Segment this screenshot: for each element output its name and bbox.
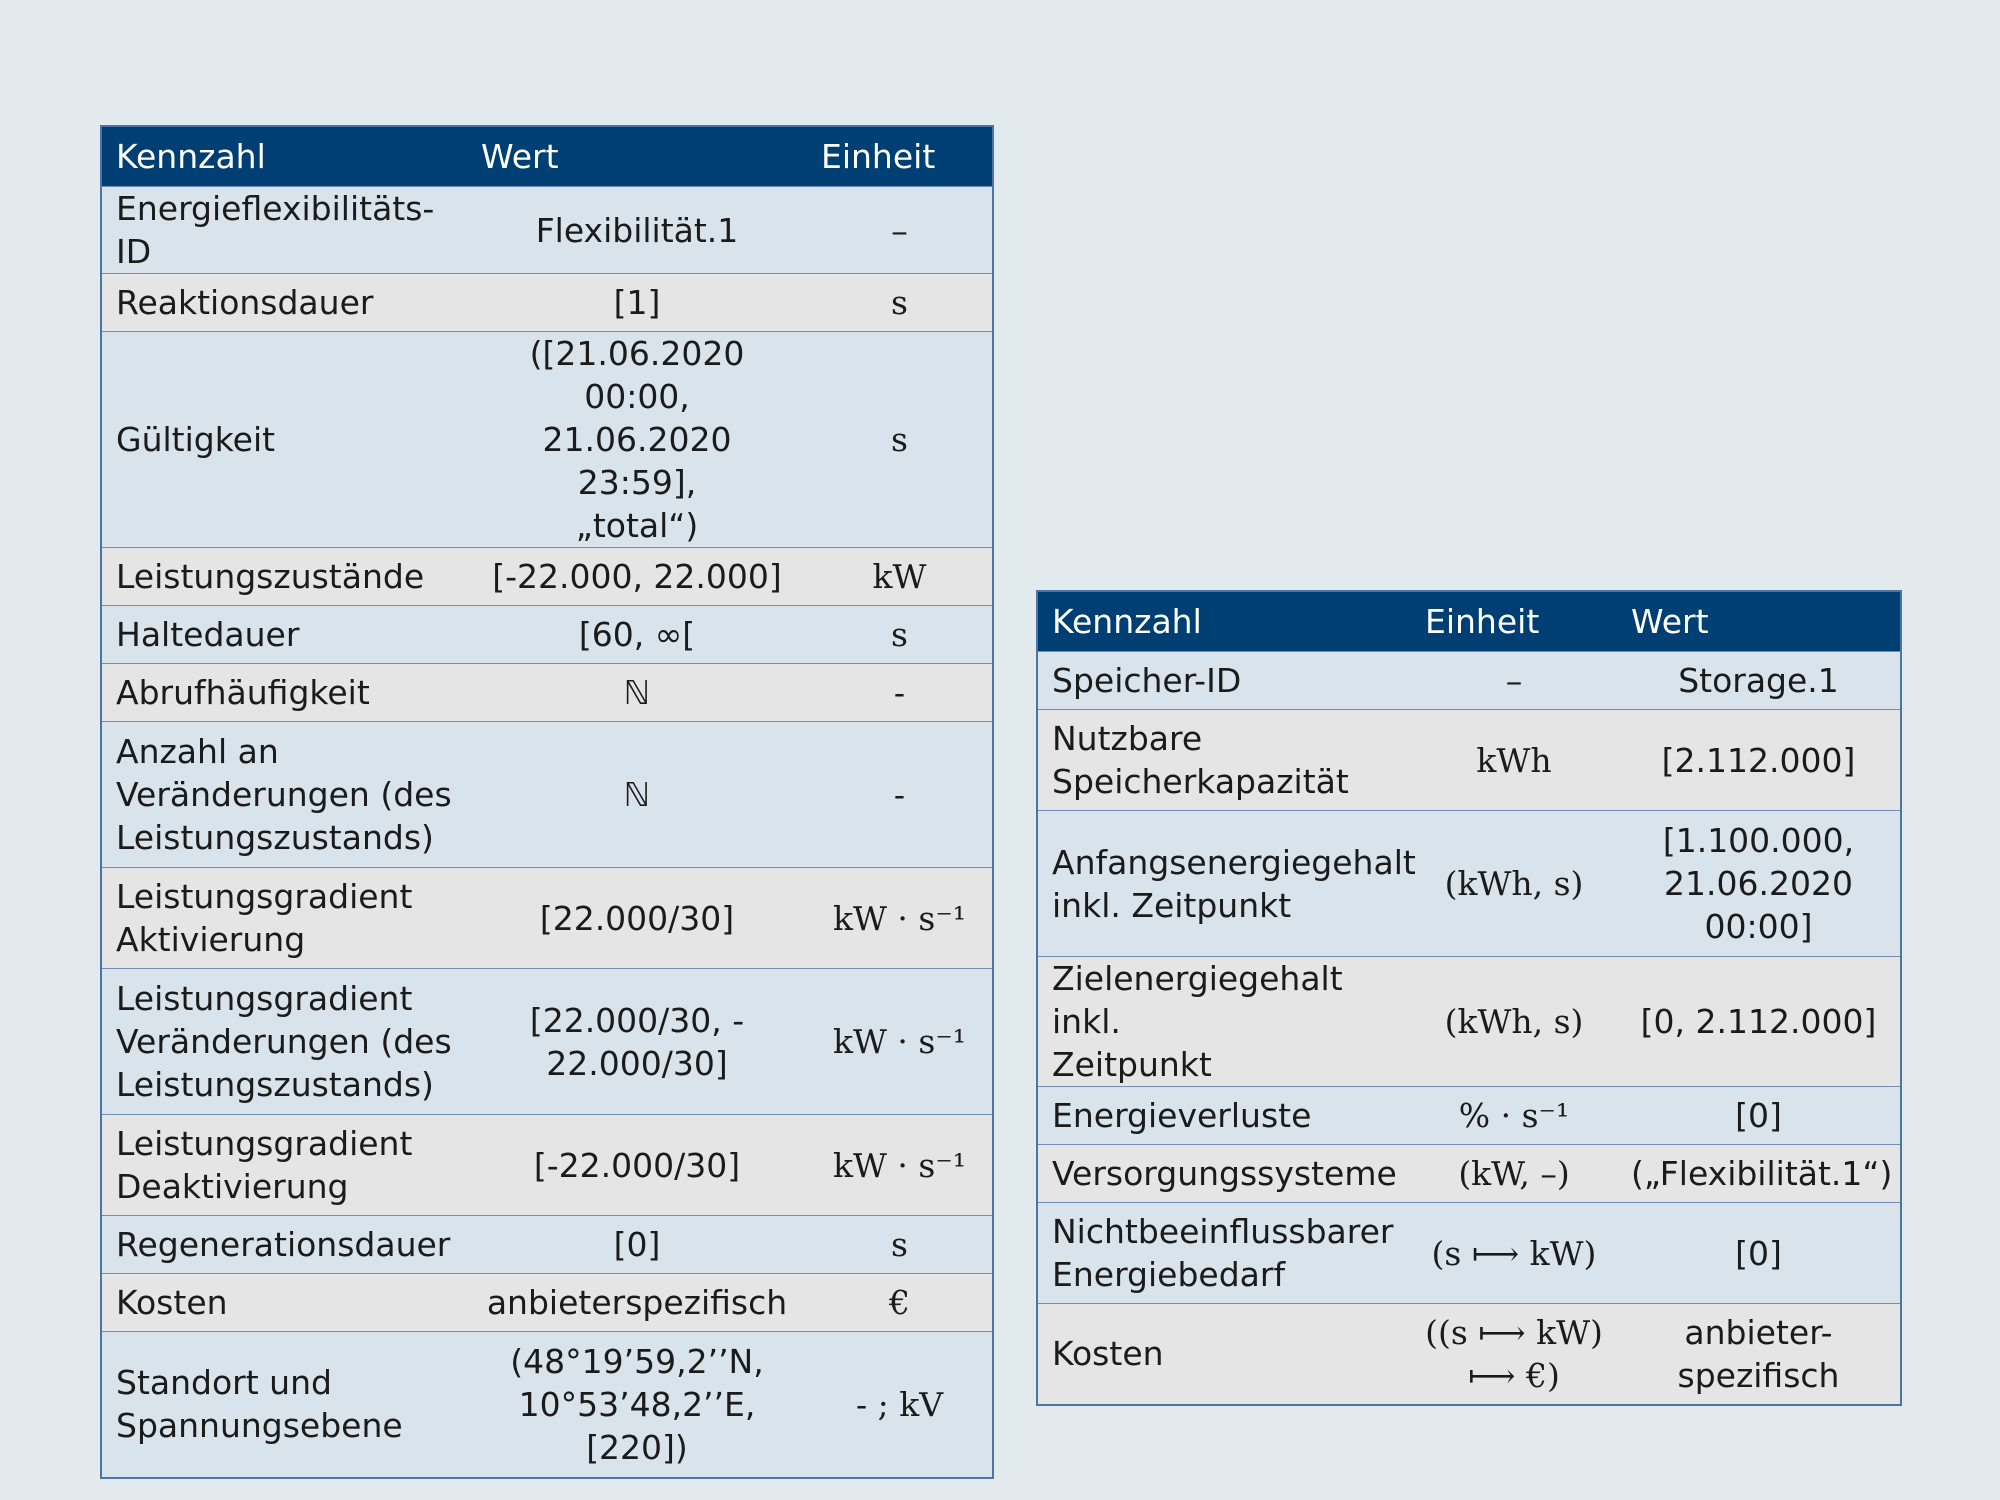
cell-wert: ℕ [467, 722, 807, 868]
table-row [1037, 957, 1901, 1087]
table-row [1037, 1203, 1901, 1304]
table-header-row [1037, 591, 1901, 652]
cell-kennzahl: Kosten [101, 1274, 467, 1332]
cell-einheit: € [807, 1274, 993, 1332]
cell-wert: anbieter- spezifisch [1617, 1304, 1901, 1405]
cell-einheit: (kW, –) [1411, 1145, 1617, 1203]
cell-einheit: s [807, 274, 993, 332]
table-row [101, 1115, 993, 1216]
cell-einheit: % · s⁻¹ [1411, 1087, 1617, 1145]
cell-einheit: - ; kV [807, 1332, 993, 1478]
cell-kennzahl: Leistungsgradient Aktivierung [101, 868, 467, 969]
cell-einheit: kW [807, 548, 993, 606]
cell-kennzahl: Kosten [1037, 1304, 1411, 1405]
cell-kennzahl: Speicher-ID [1037, 652, 1411, 710]
table-row [101, 1332, 993, 1478]
table-header-row [101, 126, 993, 187]
table-row [101, 664, 993, 722]
table-row [1037, 652, 1901, 710]
kennzahl-table-flexibility [100, 125, 994, 1479]
cell-einheit: kW · s⁻¹ [807, 868, 993, 969]
cell-wert: Flexibilität.1 [467, 187, 807, 274]
cell-einheit: - [807, 664, 993, 722]
cell-einheit: ((s ⟼ kW) ⟼ €) [1411, 1304, 1617, 1405]
cell-einheit: (kWh, s) [1411, 957, 1617, 1087]
header-kennzahl: Kennzahl [1037, 591, 1411, 652]
table-row [1037, 1304, 1901, 1405]
table-row [101, 187, 993, 274]
cell-kennzahl: Energieverluste [1037, 1087, 1411, 1145]
cell-wert: („Flexibilität.1“) [1617, 1145, 1901, 1203]
cell-wert: Storage.1 [1617, 652, 1901, 710]
cell-wert: [0] [1617, 1087, 1901, 1145]
table-row [101, 868, 993, 969]
cell-einheit: s [807, 1216, 993, 1274]
kennzahl-table-storage [1036, 590, 1902, 1406]
table-row [101, 332, 993, 548]
cell-einheit: (s ⟼ kW) [1411, 1203, 1617, 1304]
table-row [101, 969, 993, 1115]
cell-kennzahl: Versorgungssysteme [1037, 1145, 1411, 1203]
table-row [101, 1216, 993, 1274]
header-einheit: Einheit [807, 126, 993, 187]
cell-wert: [22.000/30] [467, 868, 807, 969]
header-kennzahl: Kennzahl [101, 126, 467, 187]
cell-kennzahl: Regenerationsdauer [101, 1216, 467, 1274]
cell-wert: anbieterspezifisch [467, 1274, 807, 1332]
cell-einheit: (kWh, s) [1411, 811, 1617, 957]
cell-kennzahl: Energieflexibilitäts-ID [101, 187, 467, 274]
cell-wert: [2.112.000] [1617, 710, 1901, 811]
cell-wert: [-22.000/30] [467, 1115, 807, 1216]
header-wert: Wert [467, 126, 807, 187]
cell-wert: ([21.06.2020 00:00, 21.06.2020 23:59], „total“) [467, 332, 807, 548]
cell-kennzahl: Abrufhäufigkeit [101, 664, 467, 722]
header-einheit: Einheit [1411, 591, 1617, 652]
cell-kennzahl: Leistungsgradient Veränderungen (des Leistungszustands) [101, 969, 467, 1115]
cell-kennzahl: Anzahl an Veränderungen (des Leistungszustands) [101, 722, 467, 868]
cell-wert: [0] [467, 1216, 807, 1274]
cell-einheit: – [807, 187, 993, 274]
cell-kennzahl: Zielenergiegehalt inkl. Zeitpunkt [1037, 957, 1411, 1087]
cell-kennzahl: Nutzbare Speicherkapazität [1037, 710, 1411, 811]
cell-wert: [0, 2.112.000] [1617, 957, 1901, 1087]
cell-einheit: - [807, 722, 993, 868]
cell-einheit: s [807, 606, 993, 664]
cell-kennzahl: Leistungsgradient Deaktivierung [101, 1115, 467, 1216]
table-row [1037, 811, 1901, 957]
cell-kennzahl: Leistungszustände [101, 548, 467, 606]
cell-kennzahl: Gültigkeit [101, 332, 467, 548]
table-row [1037, 1087, 1901, 1145]
cell-einheit: kW · s⁻¹ [807, 969, 993, 1115]
table-row [1037, 1145, 1901, 1203]
cell-wert: [22.000/30, - 22.000/30] [467, 969, 807, 1115]
cell-wert: [1] [467, 274, 807, 332]
table-row [1037, 710, 1901, 811]
cell-einheit: kWh [1411, 710, 1617, 811]
cell-kennzahl: Standort und Spannungsebene [101, 1332, 467, 1478]
table-row [101, 548, 993, 606]
cell-einheit: kW · s⁻¹ [807, 1115, 993, 1216]
header-wert: Wert [1617, 591, 1901, 652]
cell-wert: [1.100.000, 21.06.2020 00:00] [1617, 811, 1901, 957]
cell-kennzahl: Haltedauer [101, 606, 467, 664]
table-row [101, 722, 993, 868]
cell-kennzahl: Anfangsenergiegehalt inkl. Zeitpunkt [1037, 811, 1411, 957]
cell-kennzahl: Nichtbeeinflussbarer Energiebedarf [1037, 1203, 1411, 1304]
cell-wert: [0] [1617, 1203, 1901, 1304]
cell-wert: ℕ [467, 664, 807, 722]
cell-einheit: – [1411, 652, 1617, 710]
cell-wert: (48°19’59,2’’N, 10°53’48,2’’E, [220]) [467, 1332, 807, 1478]
cell-wert: [-22.000, 22.000] [467, 548, 807, 606]
table-row [101, 1274, 993, 1332]
cell-kennzahl: Reaktionsdauer [101, 274, 467, 332]
table-row [101, 274, 993, 332]
cell-einheit: s [807, 332, 993, 548]
cell-wert: [60, ∞[ [467, 606, 807, 664]
table-row [101, 606, 993, 664]
